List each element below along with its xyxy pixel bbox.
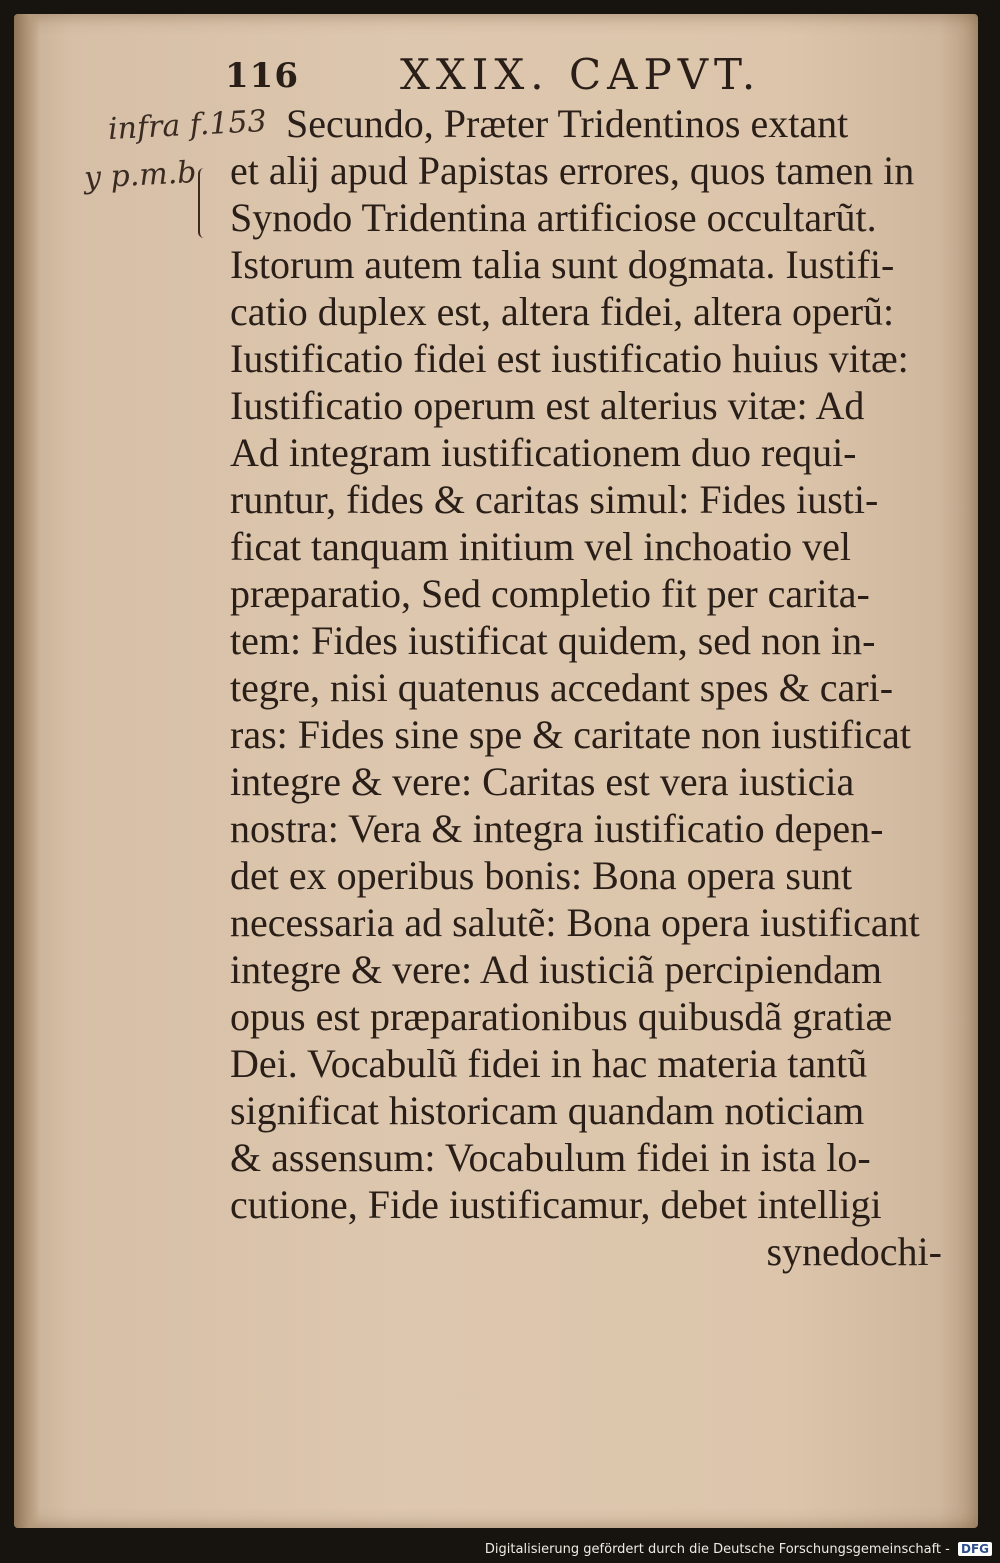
text-line: ficat tanquam initium vel inchoatio vel	[230, 524, 851, 569]
page-number: 116	[225, 56, 299, 96]
page-binding-edge	[14, 14, 40, 1528]
text-line: Secundo, Præter Tridentinos extant	[286, 101, 849, 146]
text-line: opus est præparationibus quibusdã gratiæ	[230, 994, 893, 1039]
handwritten-bracket	[198, 168, 208, 238]
text-line: Ad integram iustificationem duo requi-	[230, 430, 857, 475]
text-line: det ex operibus bonis: Bona opera sunt	[230, 853, 853, 898]
dfg-logo: DFG	[958, 1542, 992, 1556]
handwritten-margin-note: y p.m.b	[83, 155, 198, 196]
text-line: Dei. Vocabulũ fidei in hac materia tantũ	[230, 1041, 868, 1086]
catchword: synedochi-	[766, 1229, 942, 1274]
credit-text: Digitalisierung gefördert durch die Deutsche Forschungsgemeinschaft -	[484, 1542, 950, 1557]
text-line: runtur, fides & caritas simul: Fides iusti-	[230, 477, 879, 522]
text-line: nostra: Vera & integra iustificatio depen-	[230, 806, 884, 851]
text-line: integre & vere: Caritas est vera iusticia	[230, 759, 855, 804]
text-line: cutione, Fide iustificamur, debet intelligi	[230, 1182, 882, 1227]
text-line: et alij apud Papistas errores, quos tamen in	[230, 148, 915, 193]
handwritten-margin-note: infra f.153	[107, 103, 268, 148]
text-line: Iustificatio operum est alterius vitæ: Ad	[230, 383, 865, 428]
chapter-heading: XXIX. CAPVT.	[400, 50, 762, 99]
text-line: necessaria ad salutẽ: Bona opera iustificant	[230, 900, 920, 945]
text-line: Istorum autem talia sunt dogmata. Iustifi-	[230, 242, 895, 287]
text-line: Synodo Tridentina artificiose occultarũt.	[230, 195, 877, 240]
text-line: tegre, nisi quatenus accedant spes & cari-	[230, 665, 894, 710]
text-line: præparatio, Sed completio fit per carita-	[230, 571, 870, 616]
digitization-credit	[485, 1542, 992, 1557]
text-line: tem: Fides iustificat quidem, sed non in-	[230, 618, 876, 663]
body-text	[230, 100, 942, 1275]
text-line: integre & vere: Ad iusticiã percipiendam	[230, 947, 882, 992]
text-line: catio duplex est, altera fidei, altera operũ:	[230, 289, 895, 334]
text-line: ras: Fides sine spe & caritate non iustificat	[230, 712, 911, 757]
text-line: significat historicam quandam noticiam	[230, 1088, 865, 1133]
text-line: Iustificatio fidei est iustificatio huius vitæ:	[230, 336, 909, 381]
text-line: & assensum: Vocabulum fidei in ista lo-	[230, 1135, 871, 1180]
